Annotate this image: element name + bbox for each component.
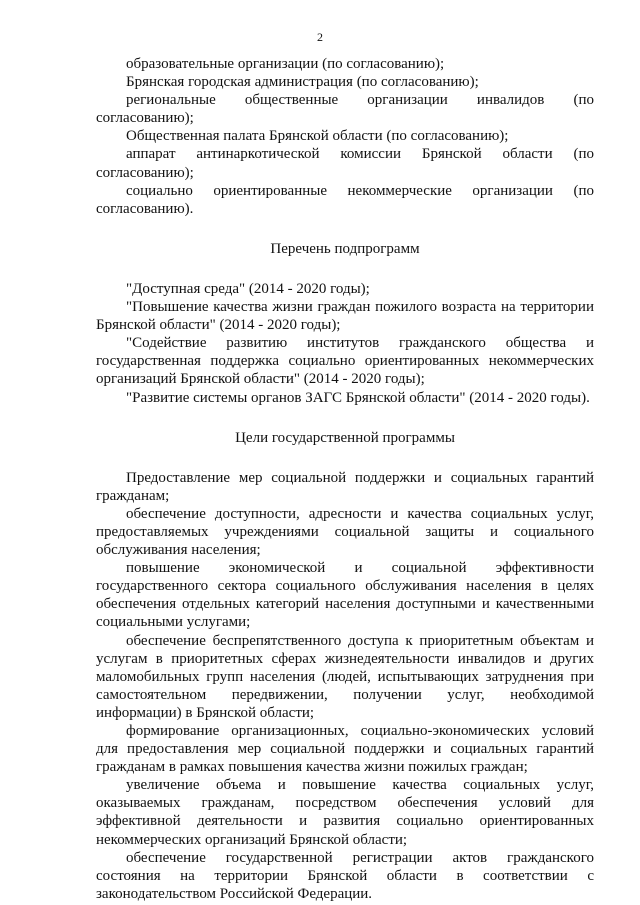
participant-item: социально ориентированные некоммерческие организации (по согласованию). [96, 182, 594, 217]
goal-item: обеспечение государственной регистрации актов гражданского состояния на территории Брянской области в соответствии с законодательством Российской Федерации. [96, 849, 594, 902]
goal-item: повышение экономической и социальной эффективности государственного сектора социального обслуживания населения в целях обеспечения отдельных категорий населения доступными и качественными социальными услугами; [96, 560, 594, 631]
page-number: 2 [317, 30, 323, 44]
goal-item: Предоставление мер социальной поддержки и социальных гарантий гражданам; [96, 469, 594, 504]
subprogram-item: "Содействие развитию институтов гражданского общества и государственная поддержка социально ориентированных некоммерческих организаций Брянской области" (2014 - 2020 годы); [96, 335, 594, 388]
participant-item: аппарат антинаркотической комиссии Брянской области (по согласованию); [96, 146, 594, 181]
subprograms-heading: Перечень подпрограмм [270, 240, 420, 257]
goal-item: обеспечение беспрепятственного доступа к приоритетным объектам и услугам в приоритетных сферах жизнедеятельности инвалидов и других маломобильных групп населения (людей, испытывающих затруднения при самостоятельном передвижении, получении услуг, необходимой информации) в Брянской области; [96, 632, 594, 721]
subprogram-item: "Развитие системы органов ЗАГС Брянской области" (2014 - 2020 годы). [126, 389, 590, 406]
participant-item: региональные общественные организации инвалидов (по согласованию); [96, 92, 594, 127]
goal-item: увеличение объема и повышение качества социальных услуг, оказываемых гражданам, посредством обеспечения условий для эффективной деятельности и развития социально ориентированных некоммерческих организаций Брянской области; [96, 777, 594, 848]
participants-list [96, 55, 594, 218]
subprogram-item: "Доступная среда" (2014 - 2020 годы); [126, 280, 370, 297]
subprograms-list [96, 280, 594, 407]
goals-heading: Цели государственной программы [235, 429, 455, 446]
subprogram-item: "Повышение качества жизни граждан пожилого возраста на территории Брянской области" (2014 - 2020 годы); [96, 299, 594, 334]
participant-item: образовательные организации (по согласованию); [126, 56, 445, 72]
goal-item: формирование организационных, социально-экономических условий для предоставления мер социальной поддержки и социальных гарантий гражданам в рамках повышения качества жизни пожилых граждан; [96, 723, 594, 776]
goals-list [96, 469, 594, 903]
document-body [96, 55, 594, 903]
goal-item: обеспечение доступности, адресности и качества социальных услуг, предоставляемых учреждениями социальной защиты и социального обслуживания населения; [96, 505, 594, 559]
participant-item: Брянская городская администрация (по согласованию); [126, 74, 479, 91]
participant-item: Общественная палата Брянской области (по согласованию); [126, 128, 509, 145]
